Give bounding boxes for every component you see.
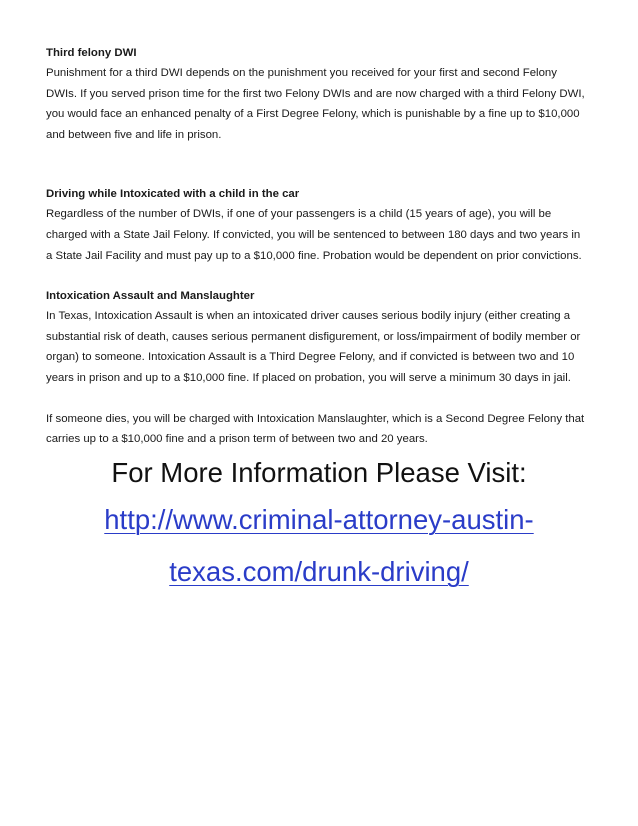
paragraph-line: years in prison and up to a $10,000 fine. If placed on probation, you will serve a minimum 30 days in jail. (46, 371, 571, 384)
more-info-link-line1[interactable]: http://www.criminal-attorney-austin- (104, 504, 534, 535)
section-heading: Third felony DWI (46, 47, 137, 59)
section-intoxication-assault (46, 286, 596, 450)
paragraph-line: you would face an enhanced penalty of a First Degree Felony, which is punishable by a fine up to $10,000 (46, 108, 580, 121)
paragraph-line: DWIs. If you served prison time for the first two Felony DWIs and are now charged with a third Felony DWI, (46, 87, 585, 100)
document-body (46, 43, 596, 450)
paragraph-line: Regardless of the number of DWIs, if one of your passengers is a child (15 years of age), you will be (46, 208, 552, 221)
paragraph-line: carries up to a $10,000 fine and a prison term of between two and 20 years. (46, 433, 428, 446)
paragraph-line: substantial risk of death, causes serious permanent disfigurement, or loss/impairment of bodily member or (46, 330, 581, 343)
section-heading: Intoxication Assault and Manslaughter (46, 290, 255, 303)
section-child-in-car (46, 184, 596, 266)
more-info-link-line2[interactable]: texas.com/drunk-driving/ (169, 556, 469, 587)
paragraph-line: If someone dies, you will be charged with Intoxication Manslaughter, which is a Second Degree Felony that (46, 412, 585, 425)
more-info-callout (0, 452, 638, 598)
paragraph-line: and between five and life in prison. (46, 128, 222, 141)
paragraph-line: Punishment for a third DWI depends on the punishment you received for your first and second Felony (46, 67, 557, 79)
paragraph-line: a State Jail Facility and must pay up to a $10,000 fine. Probation would be dependent on prior convictions. (46, 249, 582, 262)
paragraph-line: In Texas, Intoxication Assault is when an intoxicated driver causes serious bodily injury (either creating a (46, 310, 571, 323)
more-info-title: For More Information Please Visit: (111, 457, 527, 488)
section-third-felony-dwi (46, 43, 596, 145)
paragraph-line: charged with a State Jail Felony. If convicted, you will be sentenced to between 180 days and two years in (46, 228, 581, 241)
section-heading: Driving while Intoxicated with a child in the car (46, 188, 300, 201)
paragraph-line: organ) to someone. Intoxication Assault is a Third Degree Felony, and if convicted is between two and 10 (46, 351, 575, 364)
